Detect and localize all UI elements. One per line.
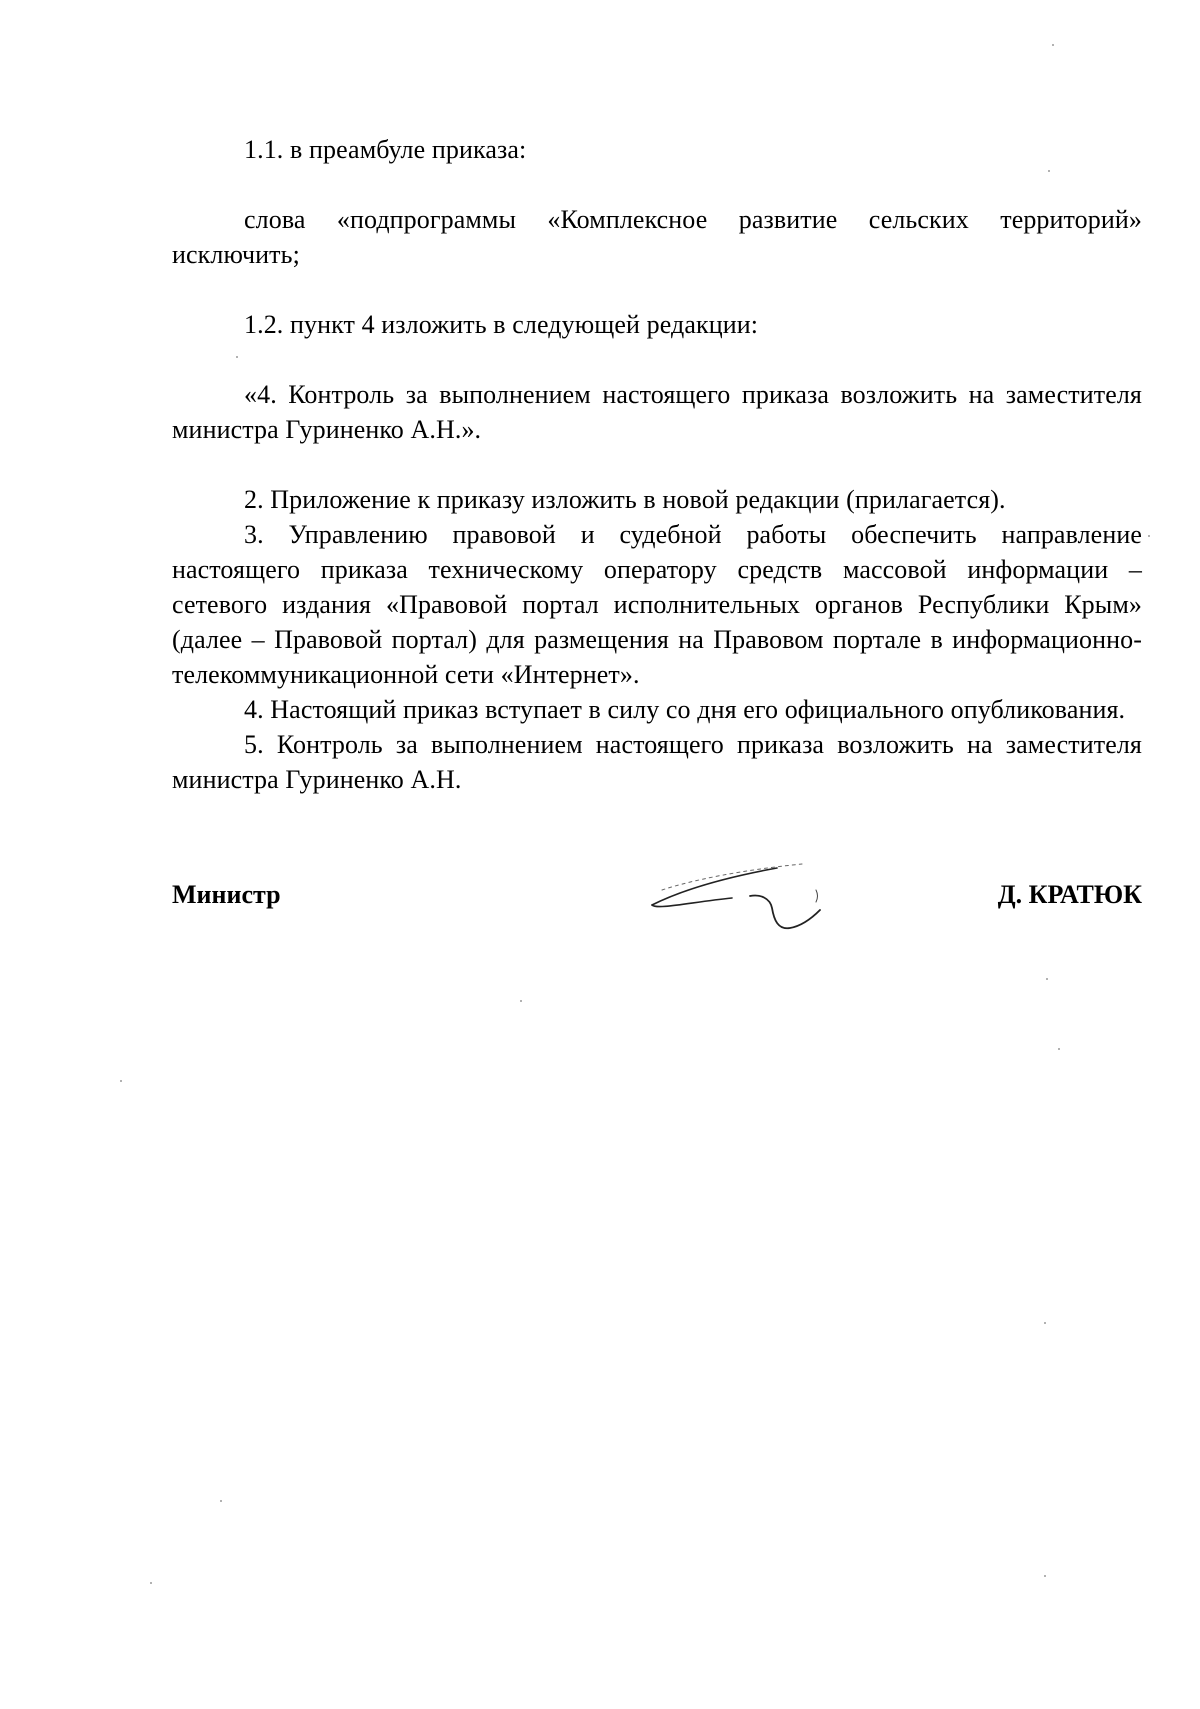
scan-speck	[120, 1080, 122, 1082]
handwritten-signature-image	[602, 840, 832, 950]
scan-speck	[1148, 535, 1150, 537]
signatory-name: Д. КРАТЮК	[997, 880, 1142, 909]
paragraph-5: 5. Контроль за выполнением настоящего приказа возложить на заместителя министра Гуриненко А.Н.	[172, 730, 1142, 794]
scan-speck	[1048, 170, 1050, 172]
scan-speck	[150, 1582, 152, 1584]
paragraph-1-2: 1.2. пункт 4 изложить в следующей редакции:	[244, 310, 759, 339]
scan-speck	[1046, 978, 1048, 980]
scan-speck	[1058, 1048, 1060, 1050]
signatory-position: Министр	[172, 880, 281, 909]
scan-speck	[220, 1500, 222, 1502]
scan-speck	[520, 1000, 522, 1002]
paragraph-words-exclude: слова «подпрограммы «Комплексное развитие сельских территорий» исключить;	[172, 205, 1142, 269]
document-body	[172, 132, 1142, 797]
paragraph-1-1: 1.1. в преамбуле приказа:	[244, 135, 527, 164]
scan-speck	[1044, 1575, 1046, 1577]
signature-block	[172, 880, 1142, 940]
paragraph-3: 3. Управлению правовой и судебной работы обеспечить направление настоящего приказа техническому оператору средств массовой информации – сетевого издания «Правовой портал исполнительных органов Республики Крым» (далее – Правовой портал) для размещения на Правовом портале в информационно-телекоммуникационной сети «Интернет».	[172, 520, 1142, 689]
paragraph-4: 4. Настоящий приказ вступает в силу со дня его официального опубликования.	[244, 695, 1126, 724]
scan-speck	[1052, 44, 1054, 46]
scan-speck	[1044, 1322, 1046, 1324]
paragraph-quoted-4: «4. Контроль за выполнением настоящего приказа возложить на заместителя министра Гуриненко А.Н.».	[172, 380, 1142, 444]
scan-speck	[236, 356, 238, 358]
paragraph-2: 2. Приложение к приказу изложить в новой редакции (прилагается).	[244, 485, 1006, 514]
